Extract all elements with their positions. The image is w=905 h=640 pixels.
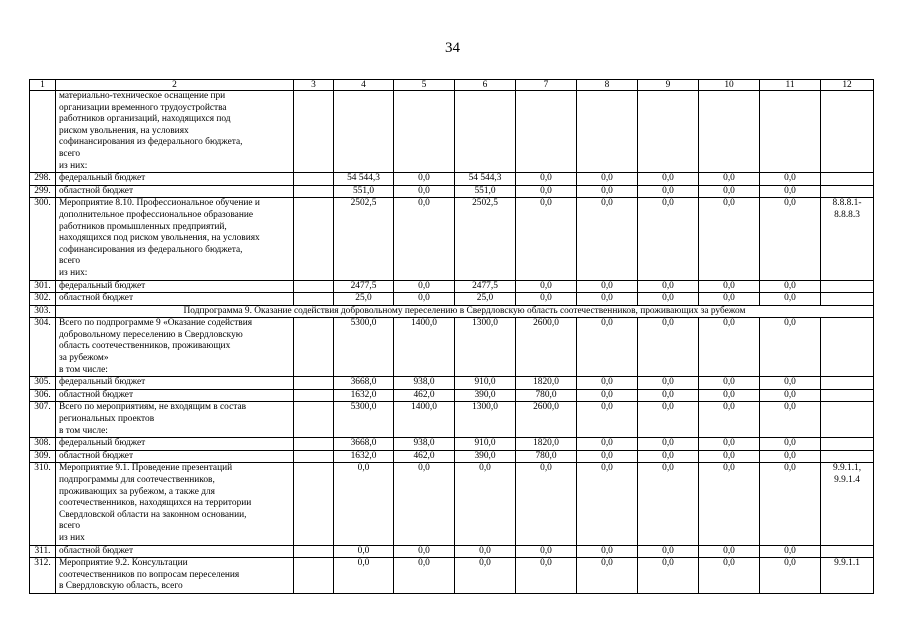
- value-cell: 0,0: [760, 389, 821, 402]
- value-cell: 1632,0: [334, 450, 394, 463]
- value-cell: [294, 377, 334, 390]
- value-cell: 938,0: [394, 438, 455, 451]
- value-cell: 0,0: [638, 280, 699, 293]
- row-number: 301.: [30, 280, 56, 293]
- value-cell: 0,0: [638, 545, 699, 558]
- value-cell: 0,0: [760, 377, 821, 390]
- value-cell: 0,0: [699, 463, 760, 545]
- value-cell: [516, 91, 577, 173]
- column-header: 3: [294, 80, 334, 91]
- row-description: Мероприятие 9.1. Проведение презентаций подпрограммы для соотечественников, проживающих за рубежом, а также для соотечественников, находящихся на территории Свердловской области на законном основании, всего из них: [56, 463, 294, 545]
- value-cell: 0,0: [577, 173, 638, 186]
- value-cell: 0,0: [334, 558, 394, 594]
- value-cell: 0,0: [394, 173, 455, 186]
- value-cell: 0,0: [638, 402, 699, 438]
- target-indicator-cell: [821, 185, 874, 198]
- value-cell: 1400,0: [394, 318, 455, 377]
- value-cell: [294, 198, 334, 280]
- target-indicator-cell: [821, 377, 874, 390]
- value-cell: 0,0: [577, 463, 638, 545]
- target-indicator-cell: [821, 318, 874, 377]
- value-cell: [294, 438, 334, 451]
- value-cell: 0,0: [455, 463, 516, 545]
- value-cell: 780,0: [516, 389, 577, 402]
- column-header: 8: [577, 80, 638, 91]
- value-cell: 0,0: [760, 293, 821, 306]
- value-cell: 0,0: [760, 450, 821, 463]
- table-header-row: [30, 80, 874, 91]
- target-indicator-cell: [821, 280, 874, 293]
- value-cell: [294, 318, 334, 377]
- row-description: Всего по подпрограмме 9 «Оказание содействия добровольному переселению в Свердловскую область соотечественников, проживающих за рубежом» в том числе:: [56, 318, 294, 377]
- value-cell: 0,0: [699, 450, 760, 463]
- row-description: материально-техническое оснащение при организации временного трудоустройства работников организаций, находящихся под риском увольнения, на условиях софинансирования из федерального бюджета, всего из них:: [56, 91, 294, 173]
- value-cell: [294, 280, 334, 293]
- value-cell: 462,0: [394, 389, 455, 402]
- value-cell: 0,0: [760, 558, 821, 594]
- value-cell: 0,0: [760, 173, 821, 186]
- table-row: [30, 463, 874, 545]
- value-cell: 0,0: [699, 280, 760, 293]
- value-cell: 0,0: [699, 438, 760, 451]
- value-cell: [294, 389, 334, 402]
- row-number: 312.: [30, 558, 56, 594]
- value-cell: 910,0: [455, 438, 516, 451]
- row-description: федеральный бюджет: [56, 377, 294, 390]
- row-number: 310.: [30, 463, 56, 545]
- row-number: 308.: [30, 438, 56, 451]
- column-header: 2: [56, 80, 294, 91]
- row-description: областной бюджет: [56, 293, 294, 306]
- value-cell: 0,0: [516, 293, 577, 306]
- value-cell: [294, 293, 334, 306]
- column-header: 11: [760, 80, 821, 91]
- value-cell: 5300,0: [334, 402, 394, 438]
- table-row: [30, 438, 874, 451]
- value-cell: 0,0: [577, 318, 638, 377]
- table-row: [30, 293, 874, 306]
- row-number: 306.: [30, 389, 56, 402]
- row-number: 311.: [30, 545, 56, 558]
- value-cell: 0,0: [577, 545, 638, 558]
- value-cell: 2477,5: [455, 280, 516, 293]
- value-cell: [699, 91, 760, 173]
- target-indicator-cell: [821, 450, 874, 463]
- value-cell: 780,0: [516, 450, 577, 463]
- value-cell: 2477,5: [334, 280, 394, 293]
- value-cell: 0,0: [638, 198, 699, 280]
- value-cell: 1820,0: [516, 377, 577, 390]
- value-cell: [294, 463, 334, 545]
- row-description: областной бюджет: [56, 450, 294, 463]
- value-cell: 910,0: [455, 377, 516, 390]
- value-cell: [294, 558, 334, 594]
- target-indicator-cell: 9.9.1.1, 9.9.1.4: [821, 463, 874, 545]
- value-cell: 0,0: [516, 558, 577, 594]
- target-indicator-cell: [821, 173, 874, 186]
- value-cell: 0,0: [577, 438, 638, 451]
- row-description: федеральный бюджет: [56, 173, 294, 186]
- value-cell: 0,0: [334, 463, 394, 545]
- table-row: [30, 558, 874, 594]
- value-cell: 0,0: [394, 558, 455, 594]
- row-number: [30, 91, 56, 173]
- value-cell: 551,0: [334, 185, 394, 198]
- value-cell: [577, 91, 638, 173]
- row-description: федеральный бюджет: [56, 438, 294, 451]
- value-cell: 1820,0: [516, 438, 577, 451]
- row-number: 300.: [30, 198, 56, 280]
- value-cell: 0,0: [516, 198, 577, 280]
- value-cell: 0,0: [699, 545, 760, 558]
- value-cell: [334, 91, 394, 173]
- target-indicator-cell: [821, 91, 874, 173]
- row-description: Мероприятие 9.2. Консультации соотечественников по вопросам переселения в Свердловскую область, всего: [56, 558, 294, 594]
- table-row: [30, 305, 874, 318]
- value-cell: 551,0: [455, 185, 516, 198]
- value-cell: 0,0: [394, 463, 455, 545]
- column-header: 7: [516, 80, 577, 91]
- value-cell: 0,0: [699, 198, 760, 280]
- value-cell: 0,0: [516, 545, 577, 558]
- column-header: 1: [30, 80, 56, 91]
- row-description: Мероприятие 8.10. Профессиональное обучение и дополнительное профессиональное образование работников промышленных предприятий, находящихся под риском увольнения, на условиях софинансирования из федерального бюджета, всего из них:: [56, 198, 294, 280]
- row-number: 307.: [30, 402, 56, 438]
- value-cell: [760, 91, 821, 173]
- value-cell: 0,0: [577, 377, 638, 390]
- value-cell: 0,0: [577, 198, 638, 280]
- value-cell: 390,0: [455, 389, 516, 402]
- value-cell: 0,0: [394, 198, 455, 280]
- row-number: 298.: [30, 173, 56, 186]
- page-number: 34: [445, 40, 460, 56]
- table-row: [30, 173, 874, 186]
- value-cell: 0,0: [577, 402, 638, 438]
- value-cell: 0,0: [638, 463, 699, 545]
- column-header: 12: [821, 80, 874, 91]
- value-cell: 0,0: [760, 280, 821, 293]
- target-indicator-cell: [821, 545, 874, 558]
- row-description: областной бюджет: [56, 185, 294, 198]
- value-cell: 0,0: [638, 173, 699, 186]
- value-cell: 0,0: [516, 280, 577, 293]
- row-number: 305.: [30, 377, 56, 390]
- target-indicator-cell: [821, 293, 874, 306]
- value-cell: 0,0: [394, 545, 455, 558]
- value-cell: 0,0: [577, 293, 638, 306]
- value-cell: 0,0: [699, 402, 760, 438]
- value-cell: 0,0: [699, 293, 760, 306]
- value-cell: 5300,0: [334, 318, 394, 377]
- row-description: федеральный бюджет: [56, 280, 294, 293]
- value-cell: 0,0: [760, 198, 821, 280]
- value-cell: 54 544,3: [455, 173, 516, 186]
- value-cell: 1632,0: [334, 389, 394, 402]
- row-description: областной бюджет: [56, 389, 294, 402]
- value-cell: 2600,0: [516, 402, 577, 438]
- value-cell: 0,0: [516, 173, 577, 186]
- value-cell: [294, 450, 334, 463]
- value-cell: 0,0: [638, 450, 699, 463]
- value-cell: [294, 545, 334, 558]
- value-cell: 0,0: [760, 438, 821, 451]
- value-cell: 0,0: [638, 438, 699, 451]
- table-row: [30, 318, 874, 377]
- value-cell: 0,0: [760, 185, 821, 198]
- table-row: [30, 198, 874, 280]
- row-number: 309.: [30, 450, 56, 463]
- row-number: 302.: [30, 293, 56, 306]
- target-indicator-cell: [821, 389, 874, 402]
- value-cell: 0,0: [760, 318, 821, 377]
- value-cell: [455, 91, 516, 173]
- value-cell: 25,0: [334, 293, 394, 306]
- column-header: 10: [699, 80, 760, 91]
- value-cell: 0,0: [638, 185, 699, 198]
- value-cell: 0,0: [455, 545, 516, 558]
- table-row: [30, 402, 874, 438]
- value-cell: 0,0: [699, 173, 760, 186]
- value-cell: 1300,0: [455, 402, 516, 438]
- value-cell: 2502,5: [455, 198, 516, 280]
- value-cell: 1300,0: [455, 318, 516, 377]
- row-description: областной бюджет: [56, 545, 294, 558]
- value-cell: 0,0: [577, 280, 638, 293]
- value-cell: [294, 173, 334, 186]
- table-row: [30, 545, 874, 558]
- value-cell: 462,0: [394, 450, 455, 463]
- value-cell: 0,0: [699, 185, 760, 198]
- value-cell: 0,0: [394, 185, 455, 198]
- value-cell: 2502,5: [334, 198, 394, 280]
- value-cell: 0,0: [699, 558, 760, 594]
- column-header: 4: [334, 80, 394, 91]
- value-cell: [638, 91, 699, 173]
- table-row: [30, 280, 874, 293]
- table-row: [30, 389, 874, 402]
- row-number: 299.: [30, 185, 56, 198]
- target-indicator-cell: 9.9.1.1: [821, 558, 874, 594]
- target-indicator-cell: [821, 402, 874, 438]
- value-cell: 2600,0: [516, 318, 577, 377]
- value-cell: 0,0: [760, 545, 821, 558]
- value-cell: 0,0: [516, 185, 577, 198]
- value-cell: 0,0: [577, 558, 638, 594]
- value-cell: 0,0: [638, 558, 699, 594]
- value-cell: 0,0: [638, 293, 699, 306]
- value-cell: 0,0: [760, 402, 821, 438]
- value-cell: 0,0: [334, 545, 394, 558]
- value-cell: 3668,0: [334, 438, 394, 451]
- value-cell: 0,0: [760, 463, 821, 545]
- value-cell: 0,0: [699, 318, 760, 377]
- value-cell: 1400,0: [394, 402, 455, 438]
- value-cell: 0,0: [699, 377, 760, 390]
- column-header: 5: [394, 80, 455, 91]
- value-cell: 0,0: [455, 558, 516, 594]
- table-row: [30, 450, 874, 463]
- value-cell: 0,0: [638, 318, 699, 377]
- value-cell: [394, 91, 455, 173]
- value-cell: 25,0: [455, 293, 516, 306]
- value-cell: 3668,0: [334, 377, 394, 390]
- budget-table: [29, 79, 874, 594]
- value-cell: [294, 185, 334, 198]
- table-row: [30, 377, 874, 390]
- value-cell: 938,0: [394, 377, 455, 390]
- table-row: [30, 185, 874, 198]
- section-title: Подпрограмма 9. Оказание содействия добровольному переселению в Свердловскую область соотечественников, проживающих за рубежом: [56, 305, 874, 318]
- value-cell: 0,0: [577, 185, 638, 198]
- table-body: [30, 80, 874, 594]
- column-header: 6: [455, 80, 516, 91]
- value-cell: [294, 402, 334, 438]
- value-cell: [294, 91, 334, 173]
- value-cell: 0,0: [394, 280, 455, 293]
- row-description: Всего по мероприятиям, не входящим в состав региональных проектов в том числе:: [56, 402, 294, 438]
- value-cell: 0,0: [394, 293, 455, 306]
- value-cell: 0,0: [577, 389, 638, 402]
- value-cell: 390,0: [455, 450, 516, 463]
- value-cell: 0,0: [516, 463, 577, 545]
- value-cell: 0,0: [638, 377, 699, 390]
- value-cell: 0,0: [577, 450, 638, 463]
- value-cell: 0,0: [699, 389, 760, 402]
- value-cell: 54 544,3: [334, 173, 394, 186]
- row-number: 304.: [30, 318, 56, 377]
- column-header: 9: [638, 80, 699, 91]
- target-indicator-cell: 8.8.8.1- 8.8.8.3: [821, 198, 874, 280]
- value-cell: 0,0: [638, 389, 699, 402]
- target-indicator-cell: [821, 438, 874, 451]
- table-row: [30, 91, 874, 173]
- row-number: 303.: [30, 305, 56, 318]
